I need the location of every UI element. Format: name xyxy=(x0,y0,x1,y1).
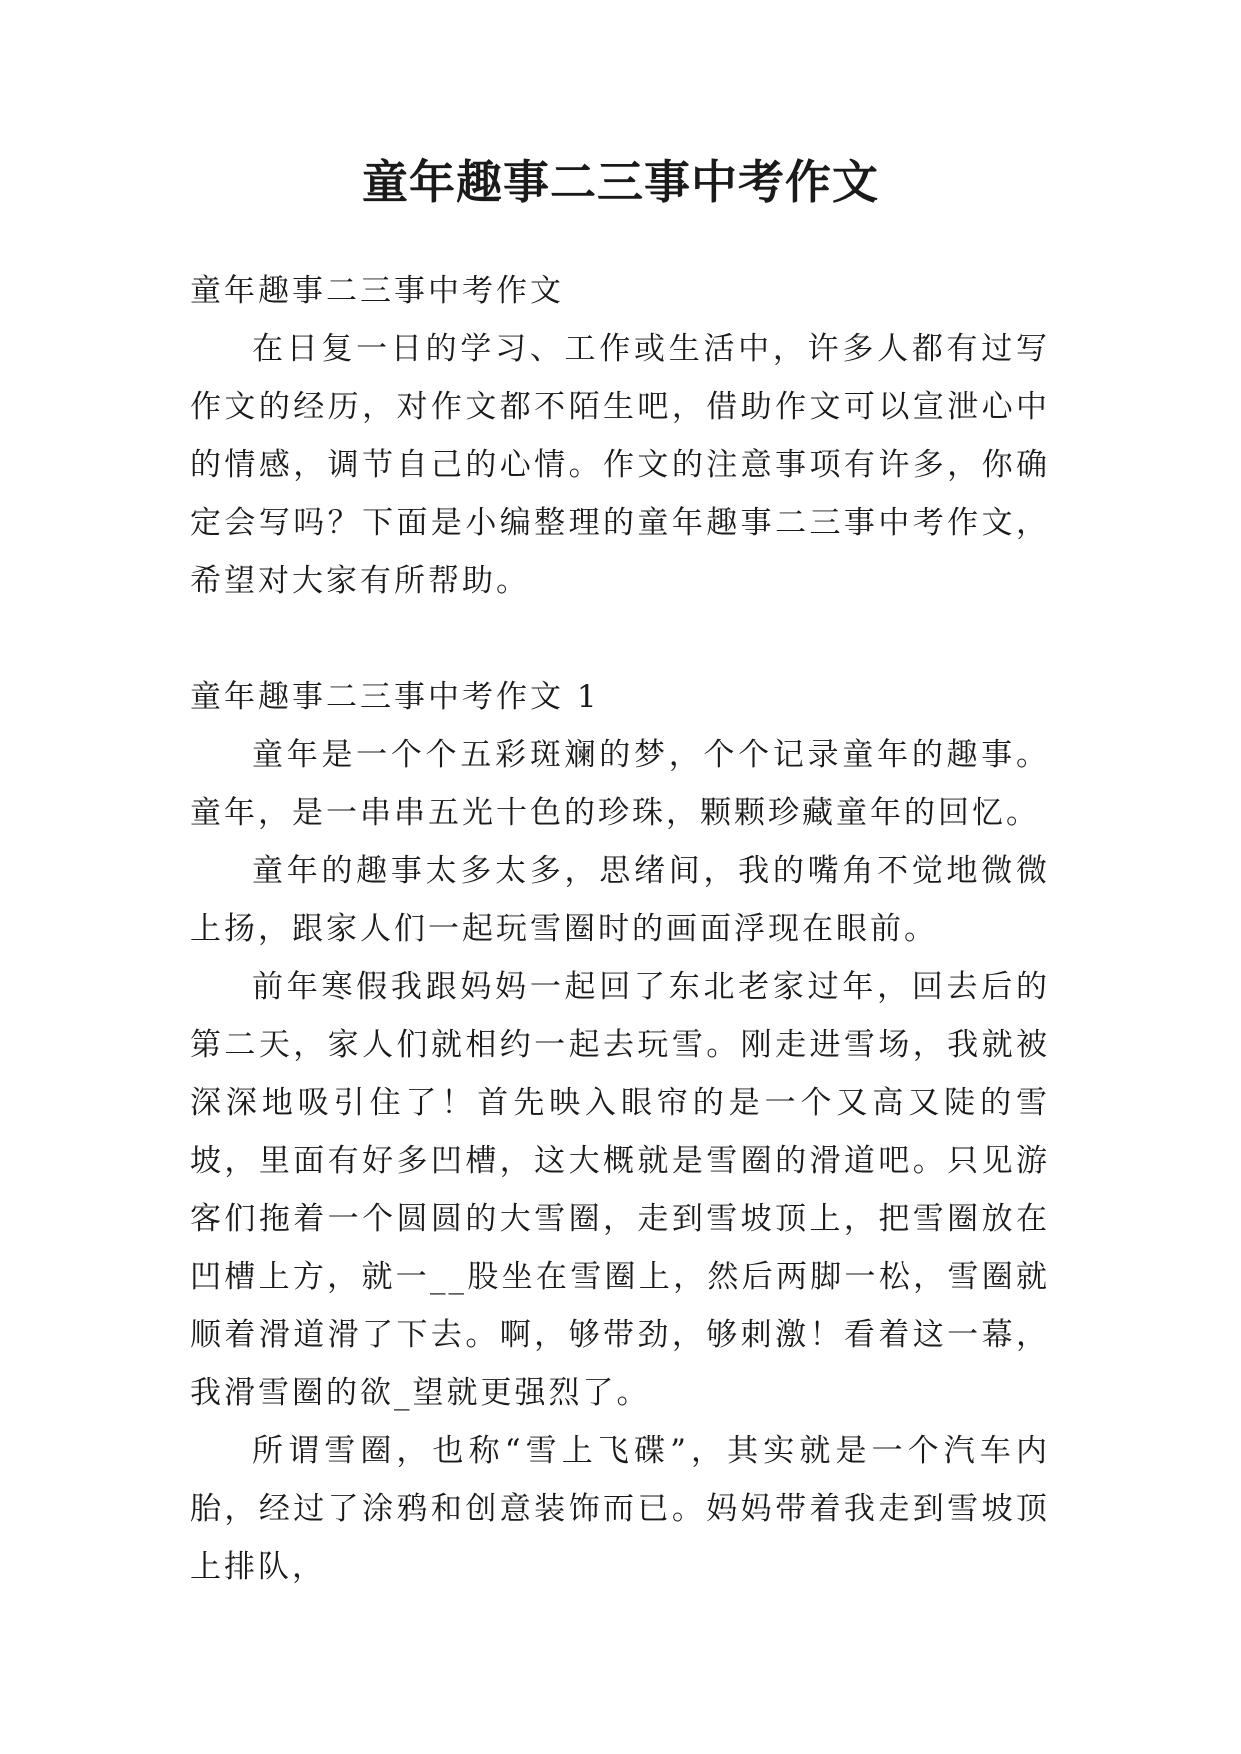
essay-heading: 童年趣事二三事中考作文 1 xyxy=(190,679,600,715)
document-body xyxy=(190,262,1050,1596)
intro-paragraph: 在日复一日的学习、工作或生活中，许多人都有过写作文的经历，对作文都不陌生吧，借助作文可以宣泄心中的情感，调节自己的心情。作文的注意事项有许多，你确定会写吗？下面是小编整理的童年趣事二三事中考作文，希望对大家有所帮助。 xyxy=(190,331,1050,599)
essay-paragraph: 所谓雪圈，也称“雪上飞碟”，其实就是一个汽车内胎，经过了涂鸦和创意装饰而已。妈妈带着我走到雪坡顶上排队， xyxy=(190,1433,1050,1585)
essay-paragraph: 童年是一个个五彩斑斓的梦，个个记录童年的趣事。童年，是一串串五光十色的珍珠，颗颗珍藏童年的回忆。 xyxy=(190,737,1050,831)
page-title: 童年趣事二三事中考作文 xyxy=(362,155,879,209)
section-spacer xyxy=(190,610,1050,668)
essay-paragraph: 童年的趣事太多太多，思绪间，我的嘴角不觉地微微上扬，跟家人们一起玩雪圈时的画面浮现在眼前。 xyxy=(190,853,1050,947)
intro-heading: 童年趣事二三事中考作文 xyxy=(190,273,564,309)
essay-paragraph: 前年寒假我跟妈妈一起回了东北老家过年，回去后的第二天，家人们就相约一起去玩雪。刚走进雪场，我就被深深地吸引住了！首先映入眼帘的是一个又高又陡的雪坡，里面有好多凹槽，这大概就是雪圈的滑道吧。只见游客们拖着一个圆圆的大雪圈，走到雪坡顶上，把雪圈放在凹槽上方，就一__股坐在雪圈上，然后两脚一松，雪圈就顺着滑道滑了下去。啊，够带劲，够刺激！看着这一幕，我滑雪圈的欲_望就更强烈了。 xyxy=(190,969,1050,1411)
